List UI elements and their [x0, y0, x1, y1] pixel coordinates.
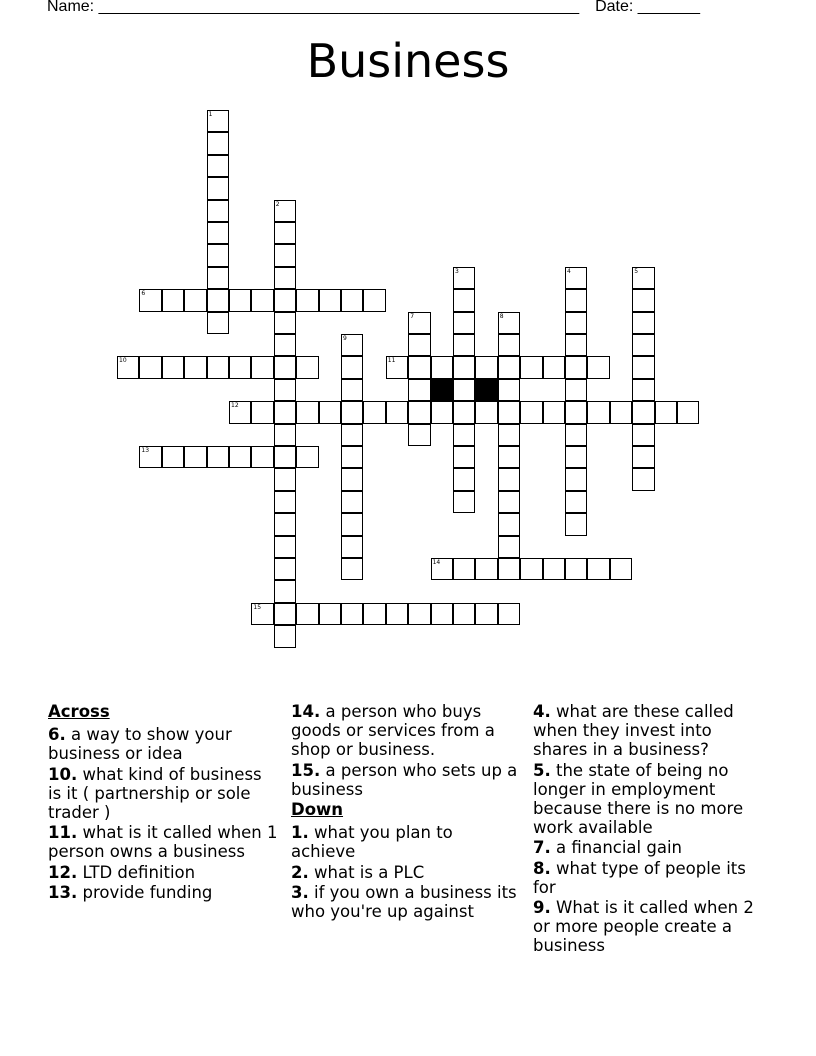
- grid-cell[interactable]: [498, 379, 520, 401]
- grid-cell[interactable]: [453, 401, 475, 423]
- grid-cell[interactable]: [341, 491, 363, 513]
- grid-cell[interactable]: [453, 312, 475, 334]
- grid-cell[interactable]: [453, 379, 475, 401]
- grid-cell[interactable]: [610, 401, 632, 423]
- grid-cell[interactable]: [565, 446, 587, 468]
- grid-cell[interactable]: [229, 446, 251, 468]
- grid-cell[interactable]: [431, 558, 453, 580]
- grid-cell[interactable]: [341, 401, 363, 423]
- across-clue-15: 15. a person who sets up a business: [291, 760, 518, 799]
- grid-cell[interactable]: [363, 289, 385, 311]
- grid-cell[interactable]: [565, 334, 587, 356]
- grid-cell[interactable]: [431, 603, 453, 625]
- grid-cell[interactable]: [207, 267, 229, 289]
- grid-cell[interactable]: [251, 356, 273, 378]
- grid-cell[interactable]: [565, 312, 587, 334]
- grid-cell[interactable]: [498, 356, 520, 378]
- grid-cell[interactable]: [565, 289, 587, 311]
- grid-cell[interactable]: [408, 603, 430, 625]
- grid-cell[interactable]: [341, 558, 363, 580]
- grid-cell[interactable]: [498, 401, 520, 423]
- grid-cell[interactable]: [632, 468, 654, 490]
- clue-number: 2: [275, 200, 280, 208]
- grid-cell[interactable]: [319, 289, 341, 311]
- grid-cell[interactable]: [251, 446, 273, 468]
- clue-column-1: [48, 702, 278, 904]
- grid-cell[interactable]: [587, 356, 609, 378]
- grid-cell[interactable]: [341, 379, 363, 401]
- clue-number: 10: [119, 357, 127, 365]
- grid-cell[interactable]: [475, 603, 497, 625]
- puzzle-title: Business: [306, 34, 510, 88]
- grid-cell[interactable]: [139, 446, 161, 468]
- grid-cell[interactable]: [565, 491, 587, 513]
- clue-number: 13: [141, 447, 150, 454]
- clue-number: 8: [499, 312, 504, 320]
- clue-number: 12: [231, 402, 239, 410]
- grid-cell[interactable]: [184, 289, 206, 311]
- grid-cell[interactable]: [274, 356, 296, 378]
- grid-cell[interactable]: [229, 401, 251, 423]
- grid-cell[interactable]: [341, 289, 363, 311]
- grid-cell[interactable]: [632, 312, 654, 334]
- grid-cell[interactable]: [453, 289, 475, 311]
- grid-cell[interactable]: [453, 356, 475, 378]
- grid-cell[interactable]: [296, 603, 318, 625]
- grid-cell[interactable]: [117, 356, 139, 378]
- grid-cell[interactable]: [632, 356, 654, 378]
- grid-cell[interactable]: [341, 536, 363, 558]
- clue-column-2: [291, 702, 521, 923]
- grid-cell[interactable]: [408, 312, 430, 334]
- grid-cell[interactable]: [296, 446, 318, 468]
- grid-cell[interactable]: [139, 289, 161, 311]
- grid-cell[interactable]: [274, 558, 296, 580]
- black-square: [431, 379, 453, 401]
- clue-number: 9: [343, 335, 347, 342]
- grid-cell[interactable]: [319, 603, 341, 625]
- down-heading: Down: [291, 800, 344, 819]
- grid-cell[interactable]: [162, 289, 184, 311]
- grid-cell[interactable]: [296, 356, 318, 378]
- grid-cell[interactable]: [251, 401, 273, 423]
- grid-cell[interactable]: [475, 401, 497, 423]
- grid-cell[interactable]: [475, 356, 497, 378]
- across-clue-13: 13. provide funding: [48, 883, 213, 902]
- grid-cell[interactable]: [207, 132, 229, 154]
- grid-cell[interactable]: [453, 468, 475, 490]
- grid-cell[interactable]: [565, 424, 587, 446]
- grid-cell[interactable]: [274, 468, 296, 490]
- grid-cell[interactable]: [386, 356, 408, 378]
- grid-cell[interactable]: [498, 312, 520, 334]
- grid-cell[interactable]: [296, 289, 318, 311]
- grid-cell[interactable]: [184, 446, 206, 468]
- grid-cell[interactable]: [453, 446, 475, 468]
- grid-cell[interactable]: [184, 356, 206, 378]
- grid-cell[interactable]: [632, 424, 654, 446]
- grid-cell[interactable]: [453, 491, 475, 513]
- grid-cell[interactable]: [453, 603, 475, 625]
- grid-cell[interactable]: [274, 334, 296, 356]
- clue-number: 6: [141, 290, 146, 298]
- grid-cell[interactable]: [274, 513, 296, 535]
- grid-cell[interactable]: [274, 446, 296, 468]
- grid-cell[interactable]: [274, 491, 296, 513]
- grid-cell[interactable]: [274, 379, 296, 401]
- grid-cell[interactable]: [565, 356, 587, 378]
- clue-number: 7: [410, 312, 415, 320]
- grid-cell[interactable]: [453, 424, 475, 446]
- grid-cell[interactable]: [363, 401, 385, 423]
- grid-cell[interactable]: [207, 110, 229, 132]
- grid-cell[interactable]: [274, 536, 296, 558]
- grid-cell[interactable]: [498, 424, 520, 446]
- grid-cell[interactable]: [162, 446, 184, 468]
- grid-cell[interactable]: [431, 401, 453, 423]
- grid-cell[interactable]: [274, 200, 296, 222]
- grid-cell[interactable]: [207, 177, 229, 199]
- grid-cell[interactable]: [341, 424, 363, 446]
- grid-cell[interactable]: [229, 289, 251, 311]
- grid-cell[interactable]: [543, 356, 565, 378]
- grid-cell[interactable]: [341, 603, 363, 625]
- grid-cell[interactable]: [408, 424, 430, 446]
- grid-cell[interactable]: [498, 491, 520, 513]
- grid-cell[interactable]: [207, 289, 229, 311]
- grid-cell[interactable]: [498, 603, 520, 625]
- grid-cell[interactable]: [274, 222, 296, 244]
- across-clue-12: 12. LTD definition: [48, 862, 196, 882]
- grid-cell[interactable]: [207, 222, 229, 244]
- grid-cell[interactable]: [274, 603, 296, 625]
- grid-cell[interactable]: [274, 625, 296, 647]
- grid-cell[interactable]: [498, 536, 520, 558]
- grid-cell[interactable]: [677, 401, 699, 423]
- grid-cell[interactable]: [655, 401, 677, 423]
- grid-cell[interactable]: [453, 267, 475, 289]
- grid-cell[interactable]: [565, 513, 587, 535]
- grid-cell[interactable]: [341, 446, 363, 468]
- grid-cell[interactable]: [207, 312, 229, 334]
- grid-cell[interactable]: [587, 401, 609, 423]
- clue-number: 1: [208, 111, 213, 118]
- name-field-label: Name: ______________________________________________________: [47, 0, 580, 15]
- grid-cell[interactable]: [408, 401, 430, 423]
- grid-cell[interactable]: [207, 155, 229, 177]
- grid-cell[interactable]: [274, 289, 296, 311]
- grid-cell[interactable]: [274, 244, 296, 266]
- grid-cell[interactable]: [610, 558, 632, 580]
- grid-cell[interactable]: [565, 468, 587, 490]
- grid-cell[interactable]: [162, 356, 184, 378]
- down-clue-3: 3. if you own a business its who you're up against: [291, 883, 517, 921]
- grid-cell[interactable]: [408, 379, 430, 401]
- grid-cell[interactable]: [207, 446, 229, 468]
- grid-cell[interactable]: [632, 446, 654, 468]
- grid-cell[interactable]: [363, 603, 385, 625]
- grid-cell[interactable]: [251, 603, 273, 625]
- grid-cell[interactable]: [565, 267, 587, 289]
- grid-cell[interactable]: [408, 356, 430, 378]
- grid-cell[interactable]: [207, 244, 229, 266]
- grid-cell[interactable]: [453, 334, 475, 356]
- grid-cell[interactable]: [341, 468, 363, 490]
- down-clue-1: 1. what you plan to achieve: [291, 823, 453, 861]
- grid-cell[interactable]: [632, 379, 654, 401]
- grid-cell[interactable]: [251, 289, 273, 311]
- across-clue-10: 10. what kind of business is it ( partnership or sole trader ): [48, 764, 262, 822]
- grid-cell[interactable]: [520, 356, 542, 378]
- grid-cell[interactable]: [498, 513, 520, 535]
- grid-cell[interactable]: [498, 446, 520, 468]
- down-clue-8: 8. what type of people its for: [533, 858, 746, 897]
- grid-cell[interactable]: [498, 334, 520, 356]
- grid-cell[interactable]: [274, 580, 296, 602]
- grid-cell[interactable]: [341, 513, 363, 535]
- down-clue-9: 9. What is it called when 2 or more people create a business: [533, 898, 754, 955]
- down-clue-7: 7. a financial gain: [533, 838, 682, 857]
- clue-number: 11: [387, 357, 396, 365]
- grid-cell[interactable]: [475, 558, 497, 580]
- grid-cell[interactable]: [341, 334, 363, 356]
- grid-cell[interactable]: [632, 401, 654, 423]
- grid-cell[interactable]: [139, 356, 161, 378]
- grid-cell[interactable]: [565, 558, 587, 580]
- across-clue-6: 6. a way to show your business or idea: [48, 725, 232, 763]
- grid-cell[interactable]: [565, 379, 587, 401]
- grid-cell[interactable]: [229, 356, 251, 378]
- clue-column-3: [533, 702, 768, 957]
- grid-cell[interactable]: [319, 401, 341, 423]
- grid-cell[interactable]: [207, 200, 229, 222]
- grid-cell[interactable]: [386, 401, 408, 423]
- grid-cell[interactable]: [632, 334, 654, 356]
- grid-cell[interactable]: [632, 289, 654, 311]
- grid-cell[interactable]: [543, 558, 565, 580]
- grid-cell[interactable]: [587, 558, 609, 580]
- grid-cell[interactable]: [207, 356, 229, 378]
- grid-cell[interactable]: [632, 267, 654, 289]
- date-field-label: Date: _______: [595, 0, 701, 15]
- down-clue-5: 5. the state of being no longer in employment because there is no more work available: [533, 760, 744, 837]
- grid-cell[interactable]: [296, 401, 318, 423]
- grid-cell[interactable]: [498, 558, 520, 580]
- clue-number: 5: [634, 267, 639, 275]
- grid-cell[interactable]: [386, 603, 408, 625]
- across-clue-14: 14. a person who buys goods or services from a shop or business.: [291, 702, 495, 759]
- grid-cell[interactable]: [543, 401, 565, 423]
- grid-cell[interactable]: [565, 401, 587, 423]
- clue-number: 4: [567, 267, 571, 275]
- down-clue-2: 2. what is a PLC: [291, 862, 425, 882]
- grid-cell[interactable]: [453, 558, 475, 580]
- grid-cell[interactable]: [498, 468, 520, 490]
- across-heading: Across: [48, 702, 110, 721]
- clue-number: 3: [455, 267, 459, 275]
- clue-number: 15: [253, 603, 262, 611]
- grid-cell[interactable]: [274, 424, 296, 446]
- grid-cell[interactable]: [408, 334, 430, 356]
- grid-cell[interactable]: [431, 356, 453, 378]
- grid-cell[interactable]: [274, 267, 296, 289]
- grid-cell[interactable]: [274, 401, 296, 423]
- grid-cell[interactable]: [520, 558, 542, 580]
- down-clue-4: 4. what are these called when they invest into shares in a business?: [533, 702, 734, 759]
- grid-cell[interactable]: [274, 312, 296, 334]
- black-square: [475, 379, 497, 401]
- grid-cell[interactable]: [520, 401, 542, 423]
- across-clue-11: 11. what is it called when 1 person owns a business: [48, 823, 278, 861]
- clue-number: 14: [432, 559, 441, 566]
- grid-cell[interactable]: [341, 356, 363, 378]
